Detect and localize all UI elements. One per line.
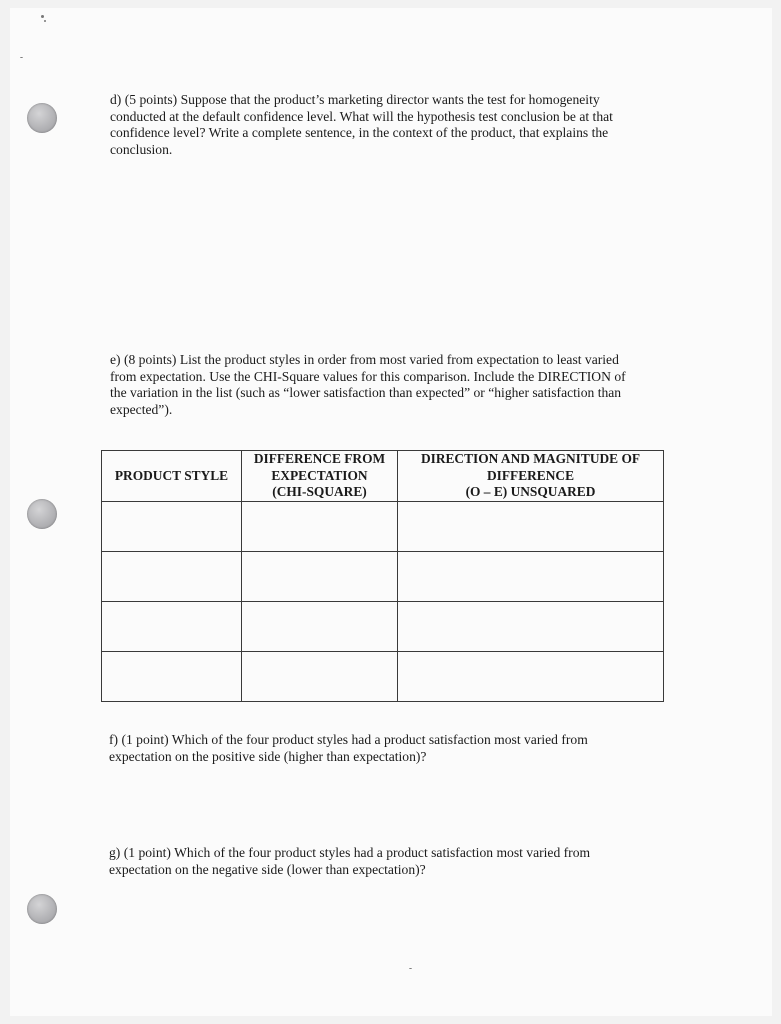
answer-cell[interactable] [102,551,242,601]
question-d [110,92,613,158]
question-d-line: d) (5 points) Suppose that the product’s marketing director wants the test for homogeneity [110,92,600,107]
binder-hole-middle [27,499,57,529]
header-line: DIRECTION AND MAGNITUDE OF [420,451,641,466]
binder-hole-bottom [27,894,57,924]
answer-cell[interactable] [242,601,398,651]
answer-cell[interactable] [398,551,664,601]
question-g-line: expectation on the negative side (lower than expectation)? [109,861,426,877]
table-row [102,501,664,551]
question-g-line: g) (1 point) Which of the four product styles had a product satisfaction most varied from [109,845,591,860]
question-e-line: from expectation. Use the CHI-Square values for this comparison. Include the DIRECTION of [110,368,626,384]
binder-hole-top [27,103,57,133]
scan-speck [20,57,23,58]
question-d-line: confidence level? Write a complete sentence, in the context of the product, that explains the [110,125,609,140]
header-product-style [102,451,242,502]
answer-cell[interactable] [102,651,242,701]
answer-cell[interactable] [398,601,664,651]
scan-speck [409,968,412,969]
header-line: DIFFERENCE [486,467,575,483]
question-e-line: expected”). [110,401,173,417]
question-d-line: conclusion. [110,141,173,157]
answer-cell[interactable] [242,551,398,601]
scan-speck [44,20,46,22]
answer-cell[interactable] [398,651,664,701]
question-f [109,732,588,765]
question-d-line: conducted at the default confidence level. What will the hypothesis test conclusion be at that [110,108,613,124]
question-f-line: expectation on the positive side (higher than expectation)? [109,748,427,764]
question-e [110,352,626,418]
question-f-line: f) (1 point) Which of the four product styles had a product satisfaction most varied from [109,732,588,747]
question-e-line: e) (8 points) List the product styles in order from most varied from expectation to least varied [110,352,619,367]
question-e-line: the variation in the list (such as “lower satisfaction than expected” or “higher satisfaction than [110,385,622,400]
answer-cell[interactable] [398,501,664,551]
table-row [102,551,664,601]
answer-table [101,450,664,702]
question-g [109,845,590,878]
header-line: EXPECTATION [271,467,368,483]
table-row [102,651,664,701]
header-direction-and-magnitude [398,451,664,502]
table-row [102,601,664,651]
header-line: DIFFERENCE FROM [253,451,386,466]
table-header-row [102,451,664,502]
scan-speck [41,15,44,18]
answer-cell[interactable] [242,501,398,551]
answer-cell[interactable] [102,601,242,651]
answer-cell[interactable] [102,501,242,551]
header-line: (O – E) UNSQUARED [465,484,596,499]
header-line: (CHI-SQUARE) [272,484,367,499]
answer-cell[interactable] [242,651,398,701]
header-line: PRODUCT STYLE [114,467,229,483]
header-difference-from-expectation [242,451,398,502]
